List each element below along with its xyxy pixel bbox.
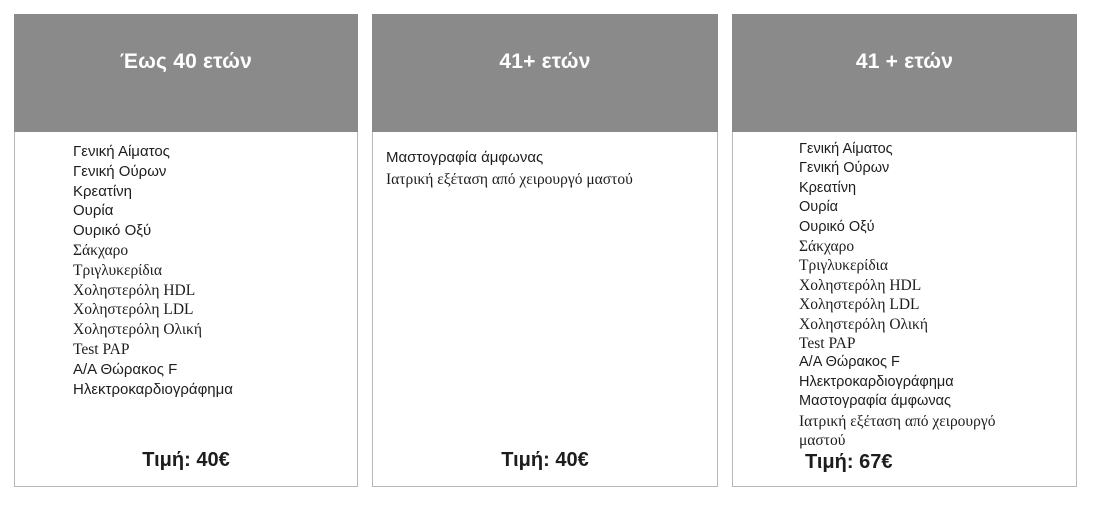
card-body (14, 132, 358, 487)
list-item: Κρεατίνη (73, 182, 132, 200)
list-item: Χοληστερόλη Ολική (799, 315, 928, 333)
list-item: Σάκχαρο (799, 238, 855, 256)
test-list (386, 147, 705, 449)
list-item: Τριγλυκερίδια (73, 261, 162, 279)
list-item: Χοληστερόλη HDL (799, 276, 922, 294)
card-title: Έως 40 ετών (14, 14, 358, 132)
list-item: Ουρικό Οξύ (799, 218, 875, 235)
test-list (73, 142, 341, 449)
list-item: Σάκχαρο (73, 241, 129, 259)
list-item: Χοληστερόλη Ολική (73, 321, 202, 339)
list-item: Ηλεκτροκαρδιογράφημα (73, 380, 233, 398)
price-label: Τιμή: 67€ (805, 451, 893, 473)
list-item: Χοληστερόλη LDL (799, 296, 920, 314)
list-item: Τριγλυκερίδια (799, 257, 888, 275)
list-item: Α/Α Θώρακος F (73, 360, 178, 378)
price-label: Τιμή: 40€ (501, 449, 589, 471)
list-item: Ιατρική εξέταση από χειρουργό μαστού (799, 412, 996, 450)
list-item: Test PAP (73, 340, 130, 358)
test-list (799, 140, 1024, 451)
list-item: Ιατρική εξέταση από χειρουργό μαστού (386, 171, 633, 188)
card-title: 41+ ετών (372, 14, 718, 132)
list-item: Ουρικό Οξύ (73, 222, 152, 240)
list-item: Χοληστερόλη LDL (73, 301, 194, 319)
list-item: Ηλεκτροκαρδιογράφημα (799, 373, 954, 390)
list-item: Μαστογραφία άμφωνας (386, 149, 544, 166)
list-item: Κρεατίνη (799, 179, 857, 196)
card-body (372, 132, 718, 487)
price-label: Τιμή: 40€ (142, 449, 230, 471)
pricing-card-41-plus (372, 14, 718, 487)
card-title: 41 + ετών (732, 14, 1077, 132)
list-item: Ουρία (73, 202, 114, 220)
list-item: Γενική Ούρων (799, 160, 890, 177)
list-item: Χοληστερόλη HDL (73, 281, 196, 299)
list-item: Α/Α Θώρακος F (799, 354, 900, 371)
list-item: Test PAP (799, 335, 856, 353)
pricing-card-41-plus-full (732, 14, 1077, 487)
list-item: Μαστογραφία άμφωνας (799, 393, 951, 410)
list-item: Γενική Ούρων (73, 162, 167, 180)
list-item: Ουρία (799, 199, 839, 216)
card-body (732, 132, 1077, 487)
pricing-card-up-to-40 (14, 14, 358, 487)
list-item: Γενική Αίματος (73, 143, 170, 160)
list-item: Γενική Αίματος (799, 141, 893, 157)
